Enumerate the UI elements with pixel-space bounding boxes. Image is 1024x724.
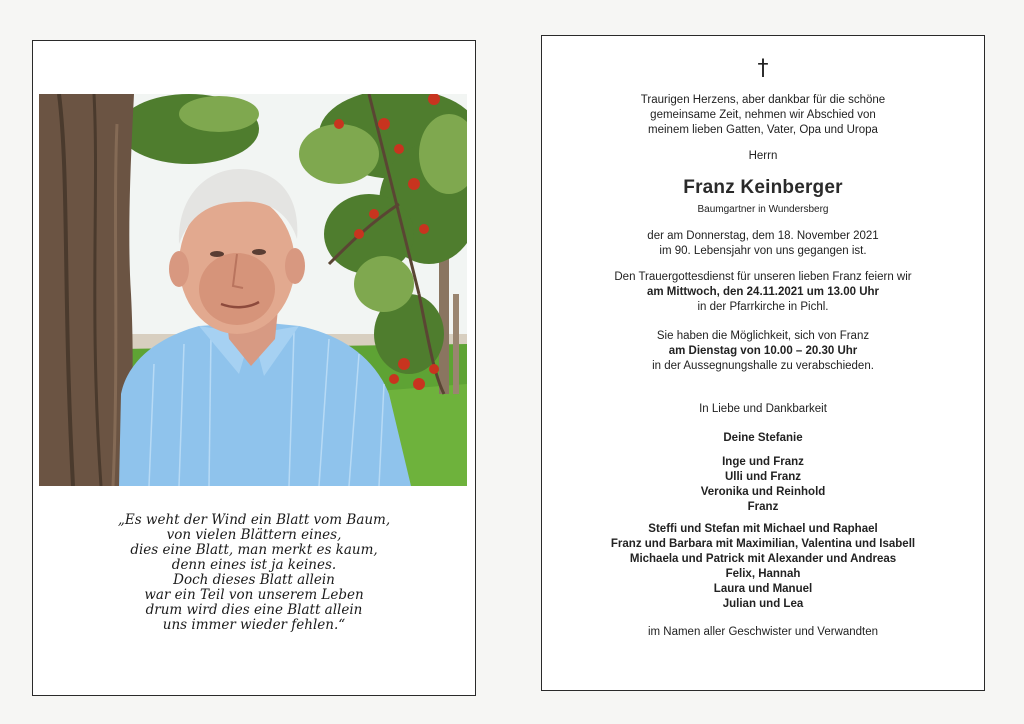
service-location: in der Pfarrkirche in Pichl.	[697, 301, 829, 313]
cross-icon: †	[757, 56, 769, 81]
deceased-name: Franz Keinberger	[683, 177, 843, 198]
death-line: der am Donnerstag, dem 18. November 2021	[647, 230, 879, 242]
intro-line: Traurigen Herzens, aber dankbar für die schöne	[640, 94, 886, 106]
viewing-time: am Dienstag von 10.00 – 20.30 Uhr	[668, 345, 858, 357]
intro-line: meinem lieben Gatten, Vater, Opa und Uropa	[648, 124, 878, 136]
list-item: Julian und Lea	[722, 598, 804, 610]
left-card-panel	[32, 40, 476, 696]
poem-line: „Es weht der Wind ein Blatt vom Baum,	[117, 512, 391, 528]
service-line: Den Trauergottesdienst für unseren lieben Franz feiern wir	[614, 271, 912, 283]
poem-line: von vielen Blättern eines,	[166, 527, 342, 543]
death-notice	[542, 229, 984, 259]
intro-text	[542, 93, 984, 138]
memorial-poem	[33, 513, 475, 633]
portrait-photo	[39, 94, 467, 486]
list-item: Inge und Franz	[722, 456, 804, 468]
viewing-notice	[542, 329, 984, 374]
footer-text: im Namen aller Geschwister und Verwandten	[647, 626, 879, 638]
viewing-location: in der Aussegnungshalle zu verabschieden.	[652, 360, 874, 372]
children-list	[542, 455, 984, 515]
list-item: Steffi und Stefan mit Michael und Raphael	[648, 523, 878, 535]
death-line: im 90. Lebensjahr von uns gegangen ist.	[659, 245, 867, 257]
list-item: Ulli und Franz	[724, 471, 802, 483]
list-item: Franz und Barbara mit Maximilian, Valentina und Isabell	[610, 538, 916, 550]
list-item: Franz	[747, 501, 779, 513]
poem-line: drum wird dies eine Blatt allein	[145, 602, 363, 618]
poem-line: denn eines ist ja keines.	[171, 557, 337, 573]
right-card-panel	[541, 35, 985, 691]
list-item: Felix, Hannah	[725, 568, 801, 580]
service-notice	[542, 270, 984, 315]
intro-line: gemeinsame Zeit, nehmen wir Abschied von	[650, 109, 876, 121]
list-item: Veronika und Reinhold	[700, 486, 826, 498]
closing-text: In Liebe und Dankbarkeit	[699, 403, 827, 415]
viewing-line: Sie haben die Möglichkeit, sich von Franz	[656, 330, 870, 342]
grandchildren-list	[542, 522, 984, 612]
service-date: am Mittwoch, den 24.11.2021 um 13.00 Uhr	[646, 286, 879, 298]
poem-line: uns immer wieder fehlen.“	[162, 617, 346, 633]
list-item: Laura und Manuel	[713, 583, 813, 595]
spouse-name: Deine Stefanie	[723, 432, 803, 444]
list-item: Michaela und Patrick mit Alexander und Andreas	[629, 553, 897, 565]
poem-line: Doch dieses Blatt allein	[173, 572, 335, 588]
poem-line: dies eine Blatt, man merkt es kaum,	[130, 542, 378, 558]
salutation: Herrn	[748, 150, 778, 162]
poem-line: war ein Teil von unserem Leben	[144, 587, 364, 603]
deceased-subtitle: Baumgartner in Wundersberg	[697, 204, 829, 215]
